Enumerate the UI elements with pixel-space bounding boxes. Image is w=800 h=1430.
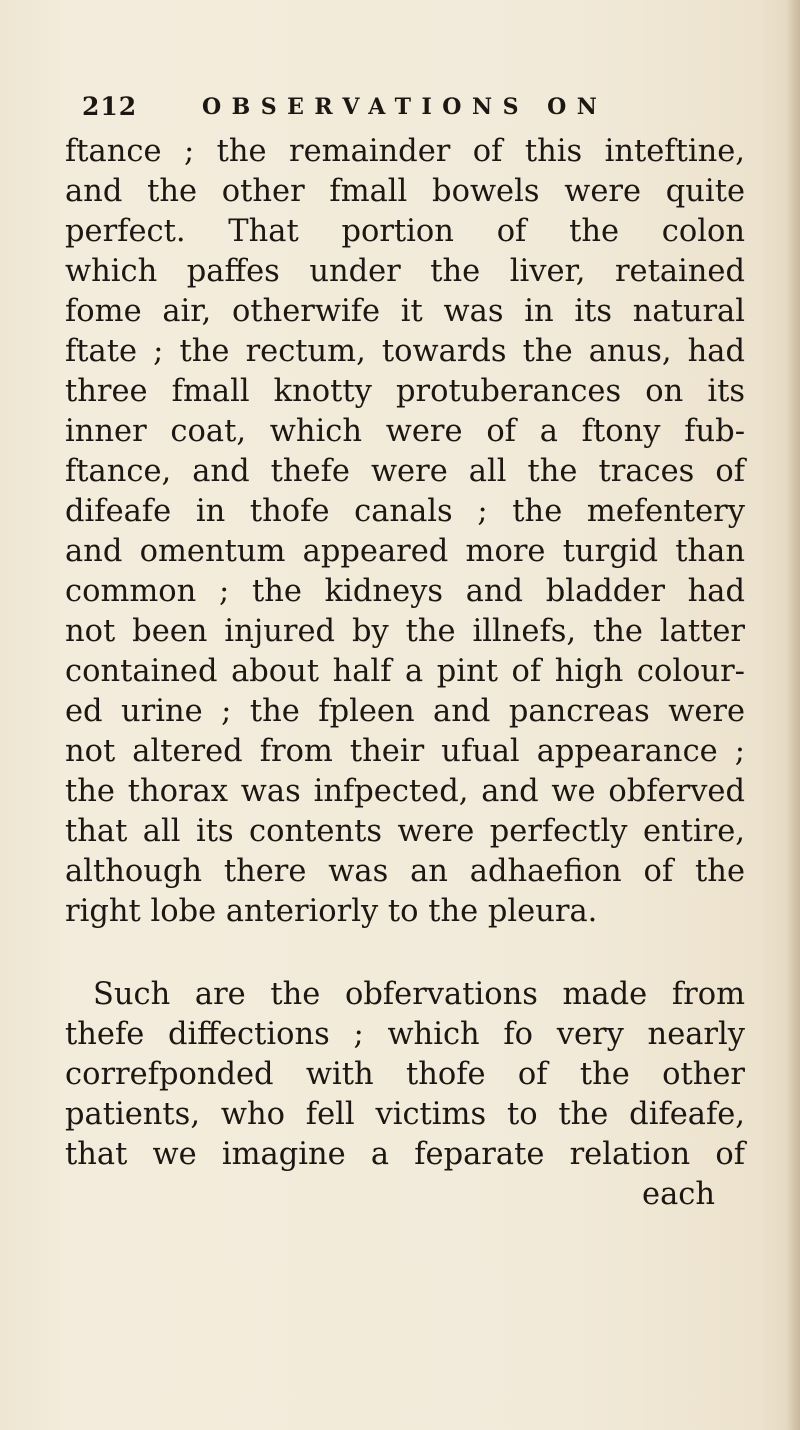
paragraph-gap: [65, 932, 745, 975]
text-line: and omentum appeared more turgid than: [65, 534, 745, 569]
text-line: and the other fmall bowels were quite: [65, 174, 745, 209]
text-line: which paffes under the liver, retained: [65, 254, 745, 289]
text-line: correfponded with thofe of the other: [65, 1057, 745, 1092]
text-line: patients, who fell victims to the difeafe,: [65, 1097, 745, 1132]
text-line: ftance ; the remainder of this inteftine,: [65, 134, 745, 169]
text-line: that all its contents were perfectly entire,: [65, 814, 745, 849]
text-line: difeafe in thofe canals ; the mefentery: [65, 494, 745, 529]
text-line: right lobe anteriorly to the pleura.: [65, 894, 598, 929]
text-line: the thorax was infpected, and we obferved: [65, 774, 745, 809]
text-line: ed urine ; the fpleen and pancreas were: [65, 694, 745, 729]
page-edge-shadow: [786, 0, 800, 1430]
text-line: common ; the kidneys and bladder had: [65, 574, 745, 609]
body-text: [65, 132, 745, 1215]
text-line: inner coat, which were of a ftony fub-: [65, 414, 745, 449]
text-line: three fmall knotty protuberances on its: [65, 374, 745, 409]
text-line: thefe diffections ; which fo very nearly: [65, 1017, 745, 1052]
running-head: [82, 92, 642, 126]
text-line: Such are the obfervations made from: [93, 977, 745, 1012]
catchword: each: [642, 1177, 715, 1212]
paragraph-2: [65, 975, 745, 1215]
text-line: perfect. That portion of the colon: [65, 214, 745, 249]
running-head-title: OBSERVATIONS ON: [202, 94, 608, 120]
text-line: ftate ; the rectum, towards the anus, had: [65, 334, 745, 369]
text-line: fome air, otherwife it was in its natural: [65, 294, 745, 329]
text-line: ftance, and thefe were all the traces of: [65, 454, 745, 489]
text-line: that we imagine a feparate relation of: [65, 1137, 745, 1172]
page-number: 212: [82, 92, 138, 121]
text-line: not altered from their ufual appearance ;: [65, 734, 745, 769]
text-line: although there was an adhaefion of the: [65, 854, 745, 889]
text-line: not been injured by the illnefs, the latter: [65, 614, 745, 649]
paragraph-1: [65, 132, 745, 932]
text-line: contained about half a pint of high colour-: [65, 654, 745, 689]
